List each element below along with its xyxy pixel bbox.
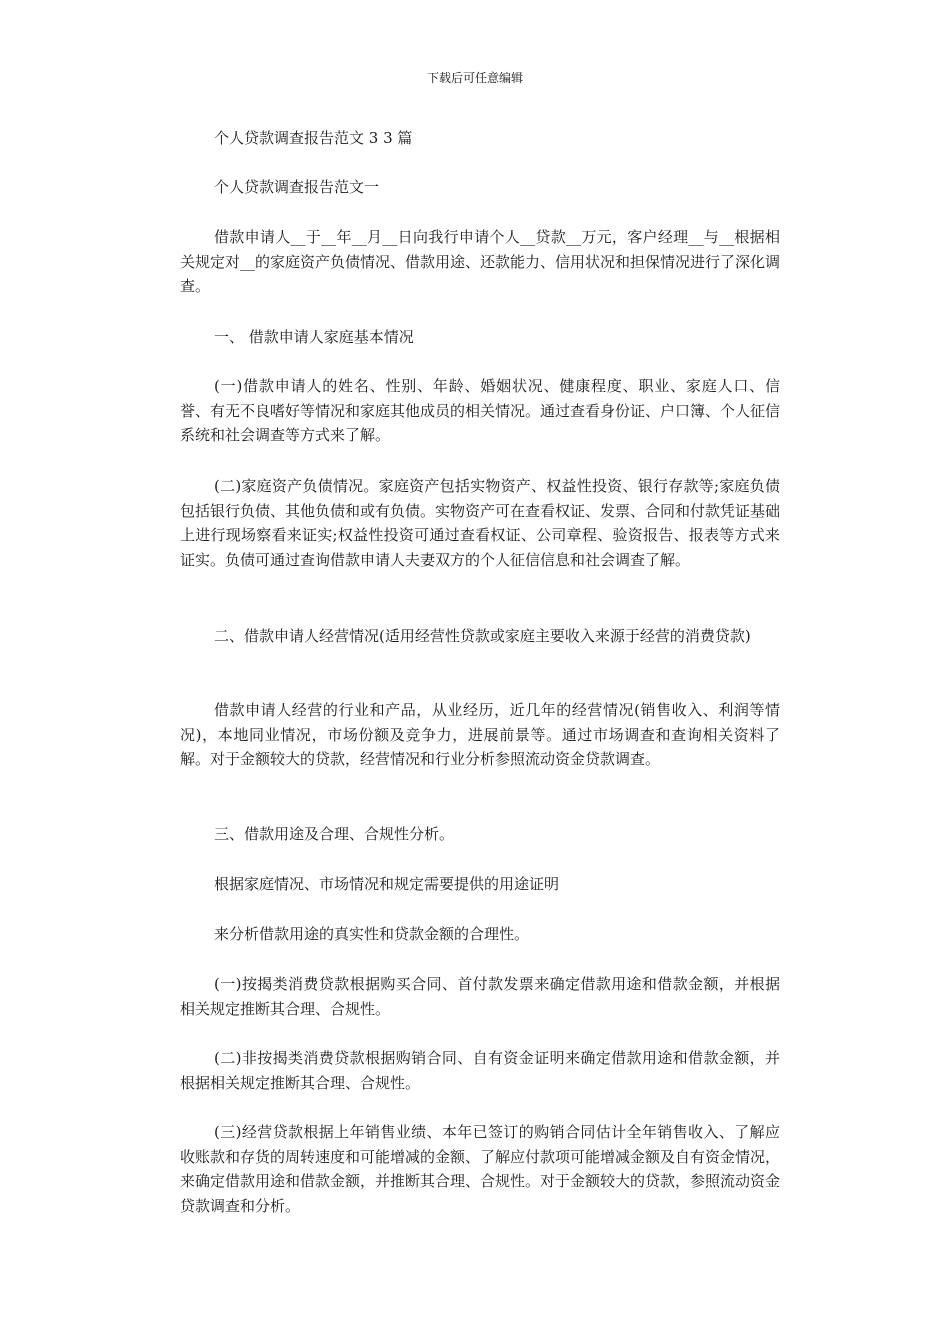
document-subtitle: 个人贷款调查报告范文一 (214, 178, 380, 196)
section-heading-3: 三、借款用途及合理、合规性分析。 (214, 825, 455, 843)
paragraph-3-2: (二)非按揭类消费贷款根据购销合同、自有资金证明来确定借款用途和借款金额，并根据相关规定推断其合理、合规性。 (180, 1049, 780, 1092)
paragraph-3-intro-b: 来分析借款用途的真实性和贷款金额的合理性。 (214, 925, 530, 943)
document-title: 个人贷款调查报告范文 3 3 篇 (214, 129, 413, 147)
paragraph-intro: 借款申请人__于__年__月__日向我行申请个人__贷款__万元，客户经理__与__根据相关规定对__的家庭资产负债情况、借款用途、还款能力、信用状况和担保情况进行了深化调查。 (180, 228, 781, 295)
section-heading-2: 二、借款申请人经营情况(适用经营性贷款或家庭主要收入来源于经营的消费贷款) (214, 627, 751, 645)
section-heading-1: 一、 借款申请人家庭基本情况 (214, 328, 414, 346)
paragraph-3-3: (三)经营贷款根据上年销售业绩、本年已签订的购销合同估计全年销售收入、了解应收账款和存货的周转速度和可能增减的金额、了解应付款项可能增减金额及自有资金情况，来确定借款用途和借款金额，并推断其合理、合规性。对于金额较大的贷款，参照流动资金贷款调查和分析。 (180, 1123, 781, 1215)
download-note: 下载后可任意编辑 (426, 71, 523, 85)
paragraph-2-1: 借款申请人经营的行业和产品，从业经历，近几年的经营情况(销售收入、利润等情况)，本地同业情况，市场份额及竞争力，进展前景等。通过市场调查和查询相关资料了解。对于金额较大的贷款，经营情况和行业分析参照流动资金贷款调查。 (180, 701, 780, 768)
paragraph-3-1: (一)按揭类消费贷款根据购买合同、首付款发票来确定借款用途和借款金额，并根据相关规定推断其合理、合规性。 (180, 975, 780, 1018)
paragraph-3-intro-a: 根据家庭情况、市场情况和规定需要提供的用途证明 (214, 875, 560, 893)
paragraph-1-1: (一)借款申请人的姓名、性别、年龄、婚姻状况、健康程度、职业、家庭人口、信誉、有无不良嗜好等情况和家庭其他成员的相关情况。通过查看身份证、户口簿、个人征信系统和社会调查等方式来了解。 (180, 377, 781, 444)
paragraph-1-2: (二)家庭资产负债情况。家庭资产包括实物资产、权益性投资、银行存款等;家庭负债包括银行负债、其他负债和或有负债。实物资产可在查看权证、发票、合同和付款凭证基础上进行现场察看来证实;权益性投资可通过查看权证、公司章程、验资报告、报表等方式来证实。负债可通过查询借款申请人夫妻双方的个人征信信息和社会调查了解。 (180, 477, 781, 569)
